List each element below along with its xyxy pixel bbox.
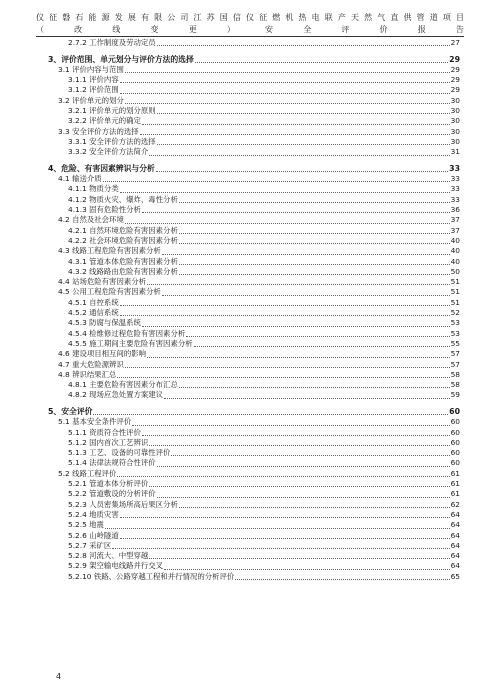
toc-leader-dots bbox=[117, 476, 449, 477]
toc-entry-page: 64 bbox=[450, 520, 460, 530]
header-char: 国 bbox=[219, 13, 228, 22]
toc-entry[interactable] bbox=[48, 174, 460, 184]
header-char: 天 bbox=[351, 13, 359, 22]
header-char: 直 bbox=[390, 13, 399, 22]
header-char: 项 bbox=[442, 13, 451, 22]
toc-entry[interactable] bbox=[48, 318, 460, 328]
toc-leader-dots bbox=[179, 274, 450, 275]
toc-entry[interactable] bbox=[48, 246, 460, 256]
toc-entry-title: 4.5.2 通信系统 bbox=[68, 308, 119, 318]
toc-entry-page: 33 bbox=[450, 174, 460, 184]
toc-entry-title: 5.1 基本安全条件评价 bbox=[58, 417, 132, 427]
header-char: 产 bbox=[337, 13, 346, 22]
toc-leader-dots bbox=[157, 497, 450, 498]
toc-entry-title: 3.3.1 安全评价方法的选择 bbox=[68, 136, 156, 146]
toc-entry-title: 3.1.2 评价范围 bbox=[68, 85, 119, 95]
toc-leader-dots bbox=[179, 202, 450, 203]
toc-entry[interactable] bbox=[48, 298, 460, 308]
toc-entry[interactable] bbox=[48, 205, 460, 215]
header-rule bbox=[36, 36, 464, 37]
toc-entry-title: 5.2.3 人员密集场所高后果区分析 bbox=[68, 499, 178, 509]
toc-entry[interactable] bbox=[48, 267, 460, 277]
toc-leader-dots bbox=[194, 346, 450, 347]
toc-leader-dots bbox=[120, 82, 450, 83]
toc-entry-title: 5.2.1 管道本体分析评价 bbox=[68, 479, 149, 489]
toc-entry-title: 5.2.2 管道敷设的分析评价 bbox=[68, 489, 156, 499]
toc-leader-dots bbox=[93, 414, 448, 415]
toc-entry-title: 3.2.1 评价单元的划分原则 bbox=[68, 106, 156, 116]
toc-entry-title: 4.3.2 线路路由危险有害因素分析 bbox=[68, 266, 178, 276]
toc-entry-page: 64 bbox=[450, 561, 460, 571]
toc-leader-dots bbox=[157, 113, 450, 114]
toc-entry-title: 3.1 评价内容与范围 bbox=[58, 64, 124, 74]
toc-entry-title: 2.7.2 工作制度及劳动定员 bbox=[68, 38, 156, 47]
toc-entry-page: 65 bbox=[450, 571, 460, 581]
header-char: 改 bbox=[74, 25, 83, 34]
toc-entry[interactable] bbox=[48, 308, 460, 318]
header-char: 变 bbox=[150, 25, 159, 34]
toc-entry-title: 3.2 评价单元的划分 bbox=[58, 95, 124, 105]
toc-leader-dots bbox=[142, 212, 450, 213]
header-char: 线 bbox=[112, 25, 121, 34]
toc-entry-page: 30 bbox=[450, 106, 460, 116]
toc-leader-dots bbox=[171, 455, 449, 456]
toc-entry[interactable] bbox=[48, 164, 460, 174]
header-char: 源 bbox=[101, 13, 110, 22]
toc-leader-dots bbox=[140, 134, 450, 135]
header-char: 仪 bbox=[36, 13, 44, 22]
toc-entry-title: 5.2 线路工程评价 bbox=[58, 468, 117, 478]
header-char: 石 bbox=[75, 13, 84, 22]
toc-entry-page: 40 bbox=[450, 235, 460, 245]
toc-entry-page: 64 bbox=[450, 551, 460, 561]
header-char: 司 bbox=[180, 13, 189, 22]
toc-leader-dots bbox=[235, 579, 449, 580]
toc-leader-dots bbox=[125, 103, 450, 104]
toc-entry-page: 61 bbox=[450, 468, 460, 478]
toc-leader-dots bbox=[120, 192, 450, 193]
toc-entry-page: 40 bbox=[450, 256, 460, 266]
toc-entry-page: 62 bbox=[450, 499, 460, 509]
toc-entry-page: 33 bbox=[450, 184, 460, 194]
toc-entry[interactable] bbox=[48, 380, 460, 390]
header-char: 发 bbox=[114, 13, 123, 22]
toc-entry-title: 4.8 辨识结果汇总 bbox=[58, 369, 117, 379]
toc-entry-title: 3、评价范围、单元划分与评价方法的选择 bbox=[48, 54, 194, 64]
toc-entry-title: 5.2.10 铁路、公路穿越工程和并行情况的分析评价 bbox=[68, 571, 235, 581]
toc-entry[interactable] bbox=[48, 448, 460, 458]
toc-entry-page: 31 bbox=[450, 147, 460, 157]
toc-entry[interactable] bbox=[48, 195, 460, 205]
table-of-contents bbox=[48, 38, 460, 582]
toc-leader-dots bbox=[125, 367, 450, 368]
toc-entry-page: 53 bbox=[450, 328, 460, 338]
toc-leader-dots bbox=[179, 264, 450, 265]
toc-entry[interactable] bbox=[48, 184, 460, 194]
toc-entry-title: 5.2.6 山岭隧道 bbox=[68, 530, 119, 540]
toc-entry-page: 29 bbox=[450, 85, 460, 95]
toc-entry-page: 59 bbox=[450, 390, 460, 400]
toc-entry[interactable] bbox=[48, 236, 460, 246]
header-char: 道 bbox=[429, 13, 438, 22]
toc-entry[interactable] bbox=[48, 479, 460, 489]
toc-leader-dots bbox=[149, 445, 449, 446]
header-line-2 bbox=[36, 24, 464, 35]
toc-leader-dots bbox=[149, 558, 449, 559]
toc-leader-dots bbox=[120, 517, 450, 518]
toc-entry[interactable] bbox=[48, 541, 460, 551]
toc-entry-title: 4.5 公用工程危险有害因素分析 bbox=[58, 287, 161, 297]
toc-entry-title: 5.2.8 河流大、中型穿越 bbox=[68, 551, 149, 561]
toc-leader-dots bbox=[157, 45, 450, 46]
header-char: 征 bbox=[259, 13, 268, 22]
toc-entry-page: 50 bbox=[450, 266, 460, 276]
toc-entry[interactable] bbox=[48, 407, 460, 417]
toc-entry[interactable] bbox=[48, 75, 460, 85]
toc-entry-page: 51 bbox=[450, 287, 460, 297]
header-char: 管 bbox=[416, 13, 425, 22]
toc-entry-title: 4.6 建设项目相互间的影响 bbox=[58, 349, 147, 359]
toc-leader-dots bbox=[157, 144, 450, 145]
toc-leader-dots bbox=[117, 377, 449, 378]
toc-leader-dots bbox=[147, 284, 450, 285]
header-char: 全 bbox=[303, 25, 312, 34]
toc-leader-dots bbox=[120, 305, 450, 306]
header-char: 价 bbox=[379, 25, 388, 34]
toc-entry[interactable] bbox=[48, 561, 460, 571]
toc-entry-title: 5.1.2 国内首次工艺辨识 bbox=[68, 437, 149, 447]
toc-leader-dots bbox=[195, 62, 448, 63]
toc-entry[interactable] bbox=[48, 257, 460, 267]
toc-entry[interactable] bbox=[48, 349, 460, 359]
toc-leader-dots bbox=[179, 507, 450, 508]
toc-entry-title: 4.5.3 防腐与保温系统 bbox=[68, 318, 141, 328]
toc-leader-dots bbox=[142, 326, 450, 327]
toc-entry[interactable] bbox=[48, 65, 460, 75]
header-char: 供 bbox=[403, 13, 412, 22]
toc-entry-page: 30 bbox=[450, 95, 460, 105]
toc-leader-dots bbox=[112, 548, 449, 549]
toc-entry-title: 4.5.5 施工期间主要危险有害因素分析 bbox=[68, 338, 193, 348]
header-char: 告 bbox=[455, 25, 464, 34]
toc-entry[interactable] bbox=[48, 277, 460, 287]
toc-leader-dots bbox=[186, 336, 449, 337]
toc-entry[interactable] bbox=[48, 38, 460, 48]
toc-entry[interactable] bbox=[48, 147, 460, 157]
header-char: 报 bbox=[417, 25, 426, 34]
header-char: 征 bbox=[49, 13, 58, 22]
toc-leader-dots bbox=[156, 171, 448, 172]
toc-leader-dots bbox=[125, 223, 450, 224]
toc-entry[interactable] bbox=[48, 137, 460, 147]
toc-entry-title: 3.1.1 评价内容 bbox=[68, 75, 119, 85]
toc-leader-dots bbox=[132, 425, 449, 426]
toc-entry[interactable] bbox=[48, 96, 460, 106]
header-char: 机 bbox=[285, 13, 294, 22]
toc-leader-dots bbox=[149, 155, 449, 156]
toc-entry-title: 4.4 站场危险有害因素分析 bbox=[58, 277, 147, 287]
header-char: 限 bbox=[154, 13, 163, 22]
toc-entry-page: 64 bbox=[450, 530, 460, 540]
toc-entry-page: 60 bbox=[450, 417, 460, 427]
toc-entry-page: 60 bbox=[450, 458, 460, 468]
toc-leader-dots bbox=[142, 124, 450, 125]
toc-entry-page: 51 bbox=[450, 297, 460, 307]
toc-entry[interactable] bbox=[48, 370, 460, 380]
toc-entry-title: 4.2.1 自然环境危险有害因素分析 bbox=[68, 225, 178, 235]
toc-entry[interactable] bbox=[48, 106, 460, 116]
toc-leader-dots bbox=[105, 528, 450, 529]
toc-entry-title: 4.7 重大危险源辨识 bbox=[58, 359, 124, 369]
toc-entry-title: 3.3 安全评价方法的选择 bbox=[58, 126, 139, 136]
toc-leader-dots bbox=[179, 387, 450, 388]
toc-leader-dots bbox=[120, 93, 450, 94]
toc-entry-page: 30 bbox=[450, 126, 460, 136]
header-char: 联 bbox=[324, 13, 333, 22]
header-char: 有 bbox=[141, 13, 149, 22]
toc-entry[interactable] bbox=[48, 226, 460, 236]
toc-entry-title: 5.2.5 地震 bbox=[68, 520, 104, 530]
toc-entry-title: 5.1.4 法律法规符合性评价 bbox=[68, 458, 156, 468]
toc-entry-page: 52 bbox=[450, 308, 460, 318]
toc-entry-page: 60 bbox=[450, 448, 460, 458]
toc-entry-title: 4.8.2 现场应急处置方案建议 bbox=[68, 390, 164, 400]
toc-entry-page: 27 bbox=[450, 38, 460, 47]
toc-entry-title: 4.8.1 主要危险有害因素分布汇总 bbox=[68, 380, 178, 390]
page-number: 4 bbox=[56, 672, 62, 681]
toc-entry[interactable] bbox=[48, 215, 460, 225]
toc-entry[interactable] bbox=[48, 417, 460, 427]
header-char: 然 bbox=[364, 13, 373, 22]
toc-leader-dots bbox=[142, 435, 450, 436]
toc-entry[interactable] bbox=[48, 572, 460, 582]
toc-entry-title: 5.2.4 地质灾害 bbox=[68, 509, 119, 519]
header-char: 评 bbox=[341, 25, 350, 34]
header-char: 展 bbox=[127, 13, 136, 22]
toc-entry-page: 58 bbox=[450, 380, 460, 390]
toc-entry-title: 4.2.2 社会环境危险有害因素分析 bbox=[68, 235, 178, 245]
header-char: 更 bbox=[188, 25, 197, 34]
toc-entry-title: 5.2.7 采矿区 bbox=[68, 540, 112, 550]
header-char: 江 bbox=[193, 13, 202, 22]
toc-entry-page: 61 bbox=[450, 489, 460, 499]
toc-entry-title: 5.1.3 工艺、设备的可靠性评价 bbox=[68, 448, 171, 458]
toc-entry[interactable] bbox=[48, 489, 460, 499]
toc-entry-title: 4、危险、有害因素辨识与分析 bbox=[48, 163, 155, 173]
toc-leader-dots bbox=[103, 181, 450, 182]
toc-entry-page: 58 bbox=[450, 369, 460, 379]
toc-entry-page: 53 bbox=[450, 318, 460, 328]
toc-entry-title: 3.2.2 评价单元的确定 bbox=[68, 116, 141, 126]
header-char: 热 bbox=[298, 13, 307, 22]
header-char: 电 bbox=[311, 13, 320, 22]
toc-entry-title: 5、安全评价 bbox=[48, 406, 93, 416]
toc-leader-dots bbox=[120, 538, 450, 539]
toc-leader-dots bbox=[179, 233, 450, 234]
toc-entry-page: 29 bbox=[450, 64, 460, 74]
toc-entry[interactable] bbox=[48, 469, 460, 479]
toc-entry-page: 30 bbox=[450, 116, 460, 126]
header-char: 能 bbox=[88, 13, 97, 22]
toc-entry-title: 4.5.1 自控系统 bbox=[68, 297, 119, 307]
toc-leader-dots bbox=[149, 486, 449, 487]
toc-entry[interactable] bbox=[48, 360, 460, 370]
toc-entry-title: 4.3.1 管道本体危险有害因素分析 bbox=[68, 256, 178, 266]
toc-entry-title: 4.1.2 物质火灾、爆炸、毒性分析 bbox=[68, 194, 178, 204]
toc-entry-page: 55 bbox=[450, 338, 460, 348]
toc-entry[interactable] bbox=[48, 287, 460, 297]
header-char: ） bbox=[226, 25, 235, 34]
toc-entry-title: 4.1.1 物质分类 bbox=[68, 184, 119, 194]
toc-entry-title: 4.1.3 固有危险性分析 bbox=[68, 205, 141, 215]
toc-entry-page: 60 bbox=[449, 406, 460, 416]
header-line-1 bbox=[36, 12, 464, 23]
toc-leader-dots bbox=[179, 243, 450, 244]
toc-entry[interactable] bbox=[48, 127, 460, 137]
toc-entry-title: 5.1.1 资质符合性评价 bbox=[68, 427, 141, 437]
toc-entry[interactable] bbox=[48, 116, 460, 126]
toc-entry-page: 29 bbox=[449, 54, 460, 64]
header-char: 公 bbox=[167, 13, 176, 22]
toc-leader-dots bbox=[162, 295, 450, 296]
toc-entry[interactable] bbox=[48, 531, 460, 541]
toc-entry-page: 33 bbox=[450, 194, 460, 204]
toc-entry-page: 40 bbox=[450, 246, 460, 256]
header-char: 苏 bbox=[206, 13, 215, 22]
header-char: 气 bbox=[377, 13, 386, 22]
toc-entry-page: 57 bbox=[450, 349, 460, 359]
header-char: 燃 bbox=[272, 13, 281, 22]
toc-leader-dots bbox=[157, 466, 450, 467]
toc-entry-page: 30 bbox=[450, 136, 460, 146]
toc-entry-page: 61 bbox=[450, 479, 460, 489]
toc-entry-page: 37 bbox=[450, 215, 460, 225]
header-char: 磐 bbox=[62, 13, 71, 22]
toc-entry-page: 57 bbox=[450, 359, 460, 369]
toc-entry-page: 51 bbox=[450, 277, 460, 287]
toc-entry-title: 3.3.2 安全评价方法简介 bbox=[68, 147, 149, 157]
header-char: 仪 bbox=[246, 13, 254, 22]
toc-entry-page: 37 bbox=[450, 225, 460, 235]
toc-entry[interactable] bbox=[48, 329, 460, 339]
toc-entry-page: 29 bbox=[450, 75, 460, 85]
toc-entry-page: 64 bbox=[450, 540, 460, 550]
toc-leader-dots bbox=[164, 398, 450, 399]
toc-leader-dots bbox=[164, 569, 450, 570]
toc-entry-page: 60 bbox=[450, 427, 460, 437]
toc-entry[interactable] bbox=[48, 55, 460, 65]
toc-entry[interactable] bbox=[48, 85, 460, 95]
toc-entry-page: 64 bbox=[450, 509, 460, 519]
toc-leader-dots bbox=[147, 357, 450, 358]
toc-entry-title: 4.5.4 检维修过程危险有害因素分析 bbox=[68, 328, 186, 338]
toc-entry[interactable] bbox=[48, 510, 460, 520]
toc-entry-title: 4.3 线路工程危险有害因素分析 bbox=[58, 246, 161, 256]
toc-entry[interactable] bbox=[48, 390, 460, 400]
toc-entry-page: 33 bbox=[449, 163, 460, 173]
toc-entry[interactable] bbox=[48, 458, 460, 468]
toc-entry[interactable] bbox=[48, 339, 460, 349]
toc-entry[interactable] bbox=[48, 500, 460, 510]
toc-leader-dots bbox=[125, 72, 450, 73]
toc-entry-page: 60 bbox=[450, 437, 460, 447]
header-char: 安 bbox=[265, 25, 274, 34]
toc-leader-dots bbox=[120, 315, 450, 316]
toc-entry[interactable] bbox=[48, 428, 460, 438]
header-char: 目 bbox=[456, 13, 464, 22]
toc-entry[interactable] bbox=[48, 438, 460, 448]
toc-entry-page: 36 bbox=[450, 205, 460, 215]
toc-entry-title: 5.2.9 架空输电线路并行交叉 bbox=[68, 561, 164, 571]
toc-entry[interactable] bbox=[48, 520, 460, 530]
toc-entry-title: 4.2 自然及社会环境 bbox=[58, 215, 124, 225]
header-char: 信 bbox=[232, 13, 241, 22]
header-char: （ bbox=[36, 25, 44, 34]
toc-leader-dots bbox=[162, 254, 450, 255]
toc-entry[interactable] bbox=[48, 551, 460, 561]
toc-entry-title: 4.1 输送介质 bbox=[58, 174, 102, 184]
